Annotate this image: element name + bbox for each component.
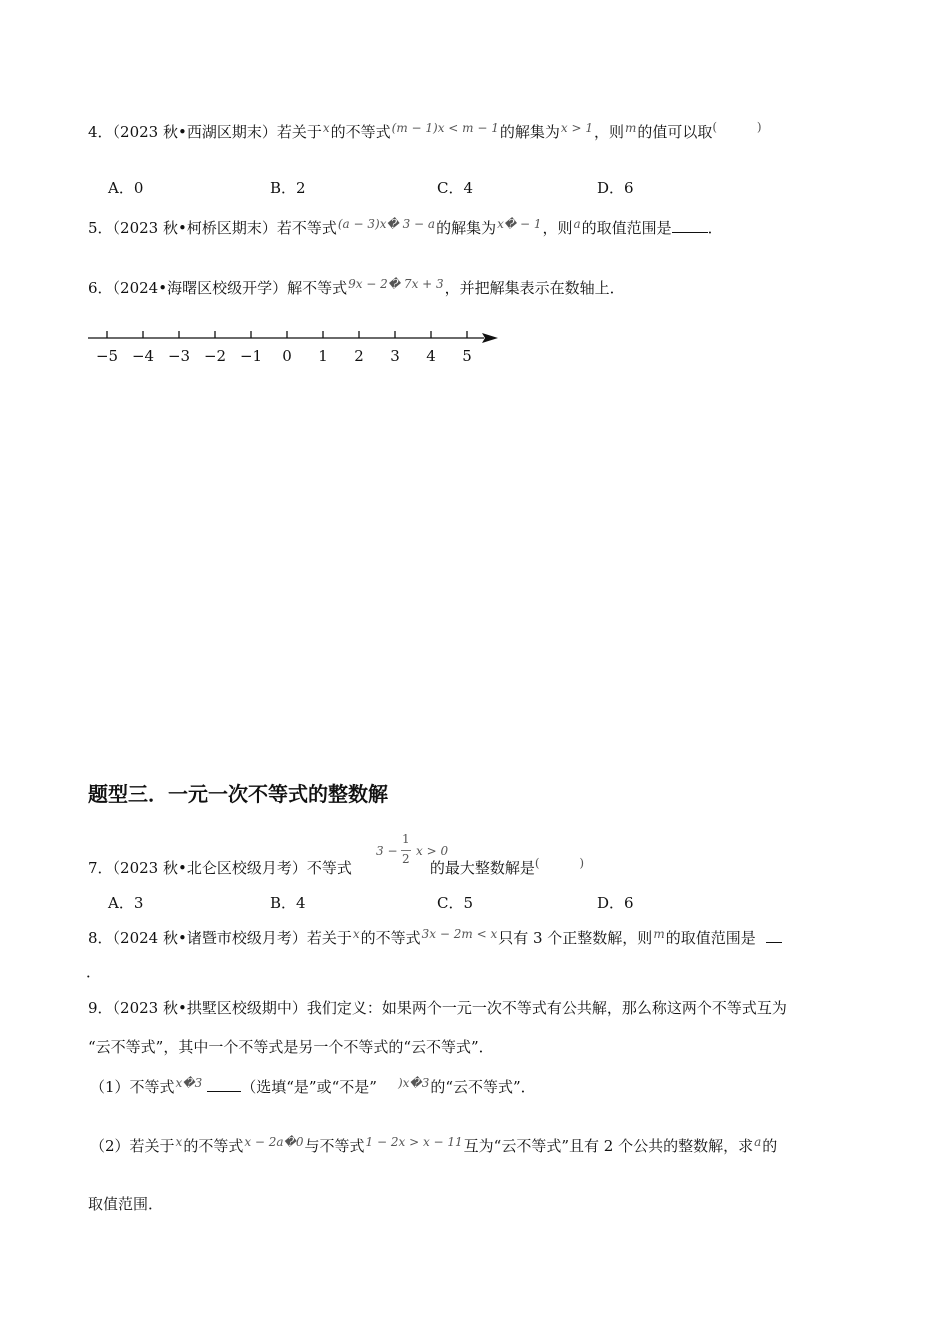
question-source: （2023 秋•拱墅区校级期中） [112,999,307,1017]
math-expression: 1 − 2x > x − 11 [365,1135,463,1149]
question-number: 9． [88,999,113,1017]
math-expression: a [573,217,581,231]
option-d: D．6 [597,179,634,197]
question-9-definition: “云不等式”，其中一个不等式是另一个不等式的“云不等式”． [88,1038,494,1056]
math-expression: 3x − 2m < x [421,927,498,941]
question-source: （2023 秋•北仑区校级月考） [112,859,307,877]
math-expression: x [352,927,360,941]
number-line-label: −1 [239,347,263,365]
answer-blank [672,218,708,233]
option-c: C．5 [437,894,474,912]
number-line-label: 5 [462,347,472,365]
number-line-label: 4 [426,347,436,365]
number-line-label: 3 [390,347,400,365]
answer-parentheses: ( ) [712,120,780,134]
number-line-label: −3 [167,347,191,365]
option-d: D．6 [597,894,634,912]
math-expression: (a − 3)x� 3 − a [337,217,436,231]
question-number: 7． [88,859,113,877]
fraction-inequality: 3 − 1 2 x > 0 [376,832,449,866]
question-9-part-1: （1）不等式$^{x�3}$ （选填“是”或“不是” $^{)x�3}$的“云不等式”． [90,1076,536,1096]
number-line-label: −2 [203,347,227,365]
option-a: A．3 [108,894,144,912]
math-expression: x [175,1135,183,1149]
math-expression: 9x − 2� 7x + 3 [348,277,444,291]
math-expression: x [322,121,330,135]
question-8-stem: 8．（2024 秋•诸暨市校级月考）若关于$^x$的不等式$^{3x - 2m < x}$只有 3 个正整数解，则$^m$的取值范围是 [88,928,782,949]
question-number: 6． [88,279,113,297]
question-source: （2024•海曙区校级开学） [112,279,288,297]
question-6-stem: 6．（2024•海曙区校级开学）解不等式$^{9x - 2� 7x + 3}$，并把解集表示在数轴上． [88,277,625,297]
fraction-numerator: 1 [402,832,410,846]
math-expression: m [653,927,665,941]
question-8-end: ． [86,963,102,981]
math-expression: x� − 1 [497,217,542,231]
question-4-stem: 4．（2023 秋•西湖区期末）若关于$^x$的不等式$^{(m - 1)x < m - 1}$的解集为$^{x > 1}$，则$^m$的值可以取( ) [88,120,780,141]
math-expression: x�3 [175,1076,203,1090]
question-9-part-2: （2）若关于$^x$的不等式$^{x - 2a�0}$与不等式$^{1 - 2x > x - 11}$互为“云不等式”且有 2 个公共的整数解，求$^a$的 [90,1135,778,1155]
question-number: 4． [88,123,113,141]
question-9-part-2-end: 取值范围． [88,1195,164,1213]
question-number: 8． [88,929,113,947]
question-number: 5． [88,219,113,237]
section-heading: 题型三．一元一次不等式的整数解 [88,782,388,806]
math-expression: a [754,1135,762,1149]
answer-blank [207,1077,241,1092]
answer-blank [766,928,782,943]
number-line-label: 1 [318,347,328,365]
option-b: B．2 [270,179,306,197]
math-expression: m [625,121,637,135]
question-source: （2023 秋•西湖区期末） [112,123,277,141]
question-7-stem: 7．（2023 秋•北仑区校级月考）不等式 的最大整数解是( ) [88,856,603,877]
number-line-label: −5 [95,347,119,365]
math-expression: (m − 1)x < m − 1 [391,121,499,135]
question-9-stem: 9．（2023 秋•拱墅区校级期中）我们定义：如果两个一元一次不等式有公共解，那么称这两个不等式互为 [88,999,787,1017]
number-line-label: −4 [131,347,155,365]
option-a: A．0 [108,179,144,197]
question-source: （2023 秋•柯桥区期末） [112,219,277,237]
number-line-arrow-icon [482,333,498,343]
math-expression: x > 1 [560,121,593,135]
question-5-stem: 5．（2023 秋•柯桥区期末）若不等式$^{(a - 3)x� 3 - a}$的解集为$^{x� - 1}$，则$^a$的取值范围是 ． [88,217,723,237]
math-expression: )x�3 [397,1076,430,1090]
option-c: C．4 [437,179,474,197]
number-line [84,325,514,375]
fraction-denominator: 2 [402,852,410,866]
number-line-label: 0 [282,347,292,365]
question-source: （2024 秋•诸暨市校级月考） [112,929,307,947]
math-expression: x − 2a�0 [244,1135,304,1149]
option-b: B．4 [270,894,306,912]
number-line-label: 2 [354,347,364,365]
answer-parentheses: ( ) [534,856,603,870]
fraction-bar [401,850,411,851]
